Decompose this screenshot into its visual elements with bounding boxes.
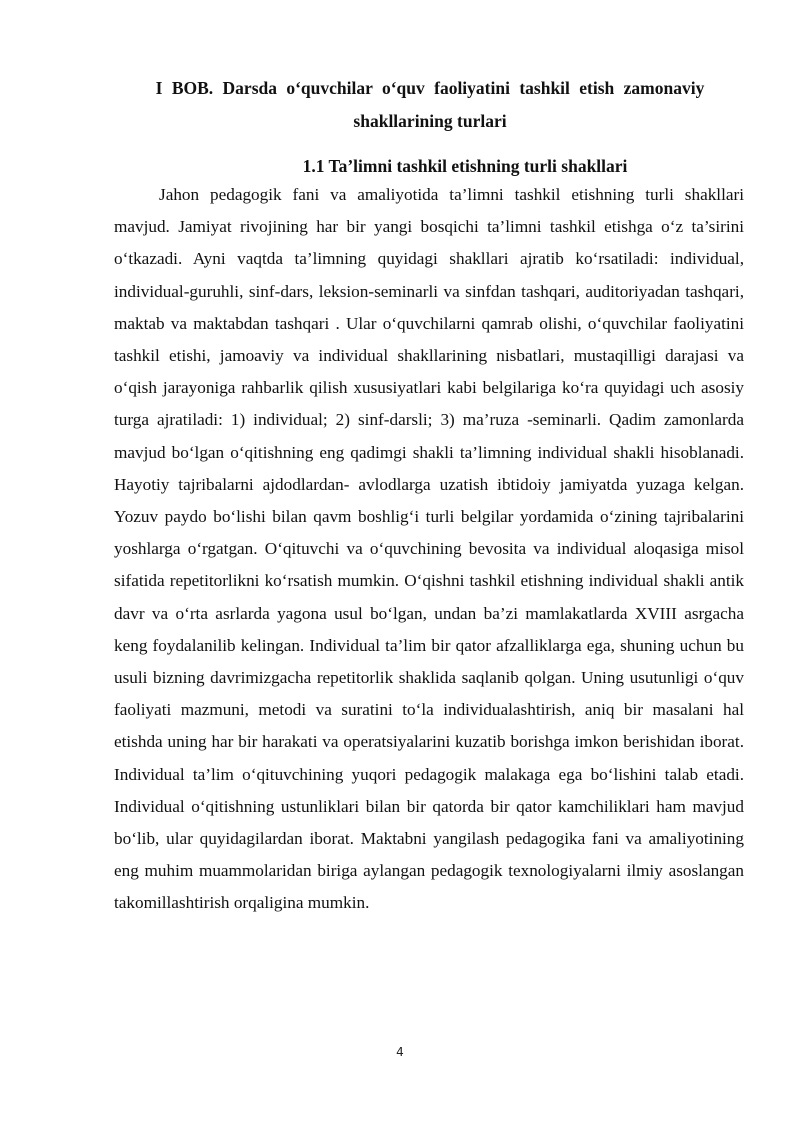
section-title: 1.1 Ta’limni tashkil etishning turli shakllari bbox=[302, 156, 628, 176]
chapter-title bbox=[100, 72, 760, 138]
chapter-title-line-1: I BOB. Darsda oʻquvchilar oʻquv faoliyatini tashkil etish zamonaviy bbox=[155, 78, 705, 98]
page-number: 4 bbox=[396, 1045, 404, 1059]
chapter-title-line-2: shakllarining turlari bbox=[353, 111, 507, 131]
body-paragraph: Jahon pedagogik fani va amaliyotida ta’limni tashkil etishning turli shakllari mavjud. Jamiyat rivojining har bir yangi bosqichi ta’limni tashkil etishga oʻz ta’sirini oʻtkazadi. Ayni vaqtda ta’limning quyidagi shakllari ajratib koʻrsatiladi: individual, individual-guruhli, sinf-dars, leksion-seminarli va sinfdan tashqari, auditoriyadan tashqari, maktab va maktabdan tashqari . Ular oʻquvchilarni qamrab olishi, oʻquvchilar faoliyatini tashkil etishi, jamoaviy va individual shakllarining nisbatlari, mustaqilligi darajasi va oʻqish jarayoniga rahbarlik qilish xususiyatlari kabi belgilariga koʻra quyidagi uch asosiy turga ajratiladi: 1) individual; 2) sinf-darsli; 3) ma’ruza -seminarli. Qadim zamonlarda mavjud boʻlgan oʻqitishning eng qadimgi shakli ta’limning individual shakli hisoblanadi. Hayotiy tajribalarni ajdodlardan- avlodlarga uzatish ibtidoiy jamiyatda yuzaga kelgan. Yozuv paydo boʻlishi bilan qavm boshligʻi turli belgilar yordamida oʻzining tajribalarini yoshlarga oʻrgatgan. Oʻqituvchi va oʻquvchining bevosita va individual aloqasiga misol sifatida repetitorlikni koʻrsatish mumkin. Oʻqishni tashkil etishning individual shakli antik davr va oʻrta asrlarda yagona usul boʻlgan, undan ba’zi mamlakatlarda XVIII asrgacha keng foydalanilib kelingan. Individual ta’lim bir qator afzalliklarga ega, shuning uchun bu usuli bizning davrimizgacha repetitorlik shaklida saqlanib qolgan. Uning usutunligi oʻquv faoliyati mazmuni, metodi va suratini toʻla individualashtirish, aniq bir masalani hal etishda uning har bir harakati va operatsiyalarini kuzatib borishga imkon berishidan iborat. Individual ta’lim oʻqituvchining yuqori pedagogik malakaga ega boʻlishini talab etadi. Individual oʻqitishning ustunliklari bilan bir qatorda bir qator kamchiliklari ham mavjud boʻlib, ular quyidagilardan iborat. Maktabni yangilash pedagogika fani va amaliyotining eng muhim muammolaridan biriga aylangan pedagogik texnologiyalarni ilmiy asoslangan takomillashtirish orqaligina mumkin. bbox=[114, 185, 744, 913]
